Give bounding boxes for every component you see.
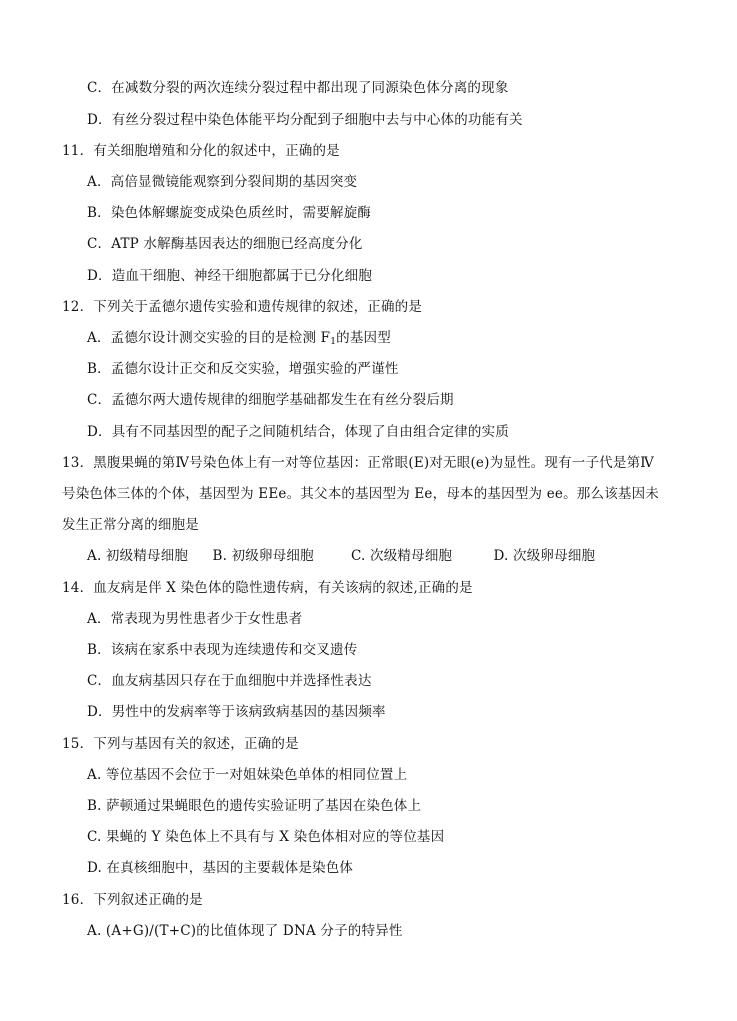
question-16-option-a: A. (A+G)/(T+C)的比值体现了 DNA 分子的特异性: [87, 923, 403, 939]
prev-question-option-c: C．在减数分裂的两次连续分裂过程中都出现了同源染色体分离的现象: [87, 80, 509, 96]
question-11-option-b: B．染色体解螺旋变成染色质丝时，需要解旋酶: [87, 205, 372, 221]
question-12-option-a: [87, 328, 391, 348]
question-11-stem: 11．有关细胞增殖和分化的叙述中，正确的是: [62, 143, 340, 159]
question-12-option-c: C．孟德尔两大遗传规律的细胞学基础都发生在有丝分裂后期: [87, 392, 454, 408]
question-15-option-c: C. 果蝇的 Y 染色体上不具有与 X 染色体相对应的等位基因: [87, 829, 445, 845]
question-13-option-b: B. 初级卵母细胞: [212, 548, 314, 564]
question-12-option-b: B．孟德尔设计正交和反交实验，增强实验的严谨性: [87, 361, 399, 377]
question-15-option-b: B. 萨顿通过果蝇眼色的遗传实验证明了基因在染色体上: [87, 798, 422, 814]
question-14-option-c: C．血友病基因只存在于血细胞中并选择性表达: [87, 673, 372, 689]
question-12-option-d: D．具有不同基因型的配子之间随机结合，体现了自由组合定律的实质: [87, 424, 510, 440]
question-14-option-d: D．男性中的发病率等于该病致病基因的基因频率: [87, 704, 386, 720]
question-15-option-a: A. 等位基因不会位于一对姐妹染色单体的相同位置上: [87, 767, 408, 783]
question-13-option-d: D. 次级卵母细胞: [493, 548, 596, 564]
question-16-stem: 16．下列叙述正确的是: [62, 892, 203, 908]
question-15-stem: 15．下列与基因有关的叙述，正确的是: [62, 736, 299, 752]
question-11-option-c: C．ATP 水解酶基因表达的细胞已经高度分化: [87, 236, 363, 252]
question-13-stem-line-1: 13．黑腹果蝇的第Ⅳ号染色体上有一对等位基因：正常眼(E)对无眼(e)为显性。现有一子代是第Ⅳ: [62, 455, 654, 471]
question-13-option-a: A. 初级精母细胞: [87, 548, 189, 564]
question-11-option-d: D．造血干细胞、神经干细胞都属于已分化细胞: [87, 268, 373, 284]
question-11-option-a: A．高倍显微镜能观察到分裂间期的基因突变: [87, 174, 358, 190]
prev-question-option-d: D．有丝分裂过程中染色体能平均分配到子细胞中去与中心体的功能有关: [87, 112, 523, 128]
option-a-subscript: 1: [330, 337, 337, 347]
option-a-prefix: A．孟德尔设计测交实验的目的是检测 F: [87, 330, 331, 346]
question-13-stem-line-3: 发生正常分离的细胞是: [62, 517, 199, 533]
question-13-options: [87, 546, 595, 566]
question-15-option-d: D. 在真核细胞中，基因的主要载体是染色体: [87, 860, 354, 876]
question-14-option-b: B．该病在家系中表现为连续遗传和交叉遗传: [87, 642, 358, 658]
question-13-stem-line-2: 号染色体三体的个体，基因型为 EEe。其父本的基因型为 Ee，母本的基因型为 ee。那么该基因未: [62, 486, 659, 502]
question-12-stem: 12．下列关于孟德尔遗传实验和遗传规律的叙述，正确的是: [62, 299, 423, 315]
question-14-option-a: A．常表现为男性患者少于女性患者: [87, 611, 303, 627]
question-13-option-c: C. 次级精母细胞: [351, 548, 453, 564]
option-a-suffix: 的基因型: [336, 330, 391, 346]
question-14-stem: 14．血友病是伴 X 染色体的隐性遗传病，有关该病的叙述,正确的是: [62, 580, 473, 596]
